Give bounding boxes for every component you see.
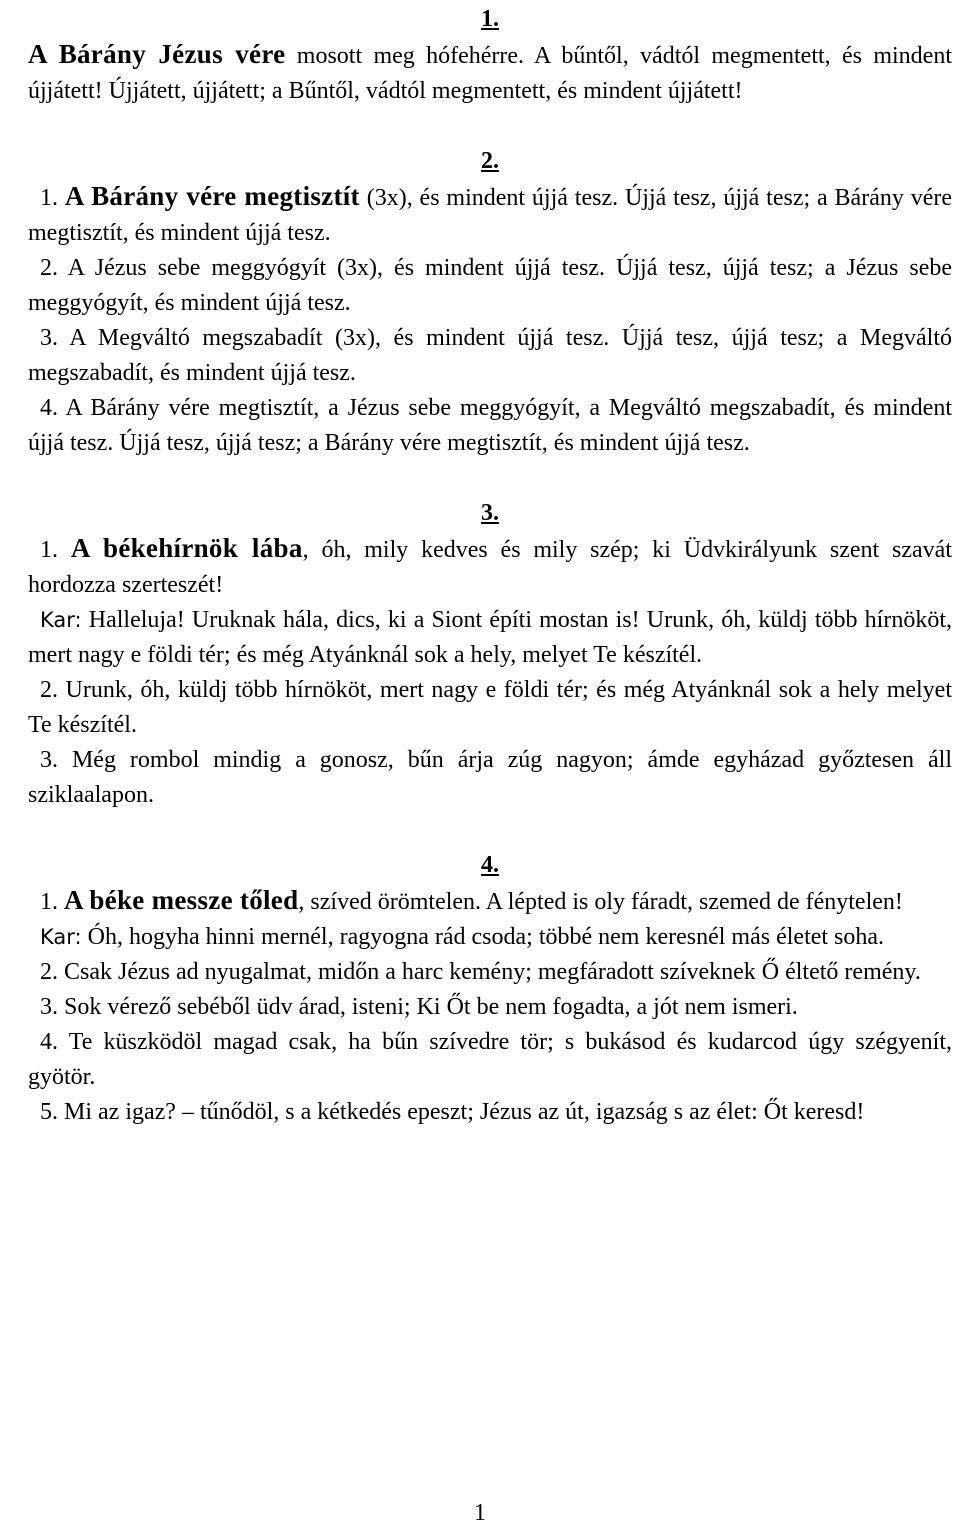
verse-text: Mi az igaz? – tűnődöl, s a kétkedés epeszt; Jézus az út, igazság s az élet: Őt keresd! xyxy=(64,1099,865,1125)
verse xyxy=(28,1095,952,1130)
chorus-label: Kar: xyxy=(40,608,82,632)
verse-number: 2. xyxy=(40,677,66,703)
verse xyxy=(28,251,952,321)
verse-text: mosott meg hófehérre. A bűntől, vádtól megmentett, és mindent újjátett! Újjátett, újjátett; a Bűntől, vádtól megmentett, és mindent újjátett! xyxy=(28,43,952,104)
verse-number: 3. xyxy=(40,747,72,773)
verse-text: , szíved örömtelen. A lépted is oly fáradt, szemed de fénytelen! xyxy=(298,889,903,915)
verse xyxy=(28,990,952,1025)
chorus-text: Halleluja! Uruknak hála, dics, ki a Siont építi mostan is! Urunk, óh, küldj több hírnököt, mert nagy e földi tér; és még Atyánknál sok a hely, melyet Te készítél. xyxy=(28,607,952,668)
chorus xyxy=(28,603,952,673)
chorus xyxy=(28,920,952,955)
verse-text: (3x), és mindent újjá tesz. Újjá tesz, újjá tesz; a Bárány vére megtisztít, és mindent újjá tesz. xyxy=(28,185,953,246)
verse-text: Még rombol mindig a gonosz, bűn árja zúg nagyon; ámde egyházad győztesen áll sziklaalapon. xyxy=(28,747,952,808)
song-section xyxy=(28,848,952,1130)
verse-bold-incipit: A Bárány Jézus vére xyxy=(28,39,286,69)
page-number: 1 xyxy=(474,1500,486,1526)
verse-text: , óh, mily kedves és mily szép; ki Üdvkirályunk szent szavát hordozza szerteszét! xyxy=(28,537,953,598)
verse-text: Sok vérező sebéből üdv árad, isteni; Ki Őt be nem fogadta, a jót nem ismeri. xyxy=(64,994,798,1020)
verse-text: A Jézus sebe meggyógyít (3x), és mindent újjá tesz. Újjá tesz, újjá tesz; a Jézus sebe meggyógyít, és mindent újjá tesz. xyxy=(28,255,953,316)
verse-text: Urunk, óh, küldj több hírnököt, mert nagy e földi tér; és még Atyánknál sok a hely melyet Te készítél. xyxy=(28,677,952,738)
song-section xyxy=(28,496,952,813)
verse-text: A Megváltó megszabadít (3x), és mindent újjá tesz. Újjá tesz, újjá tesz; a Megváltó megszabadít, és mindent újjá tesz. xyxy=(28,325,952,386)
verse-bold-incipit: A Bárány vére megtisztít xyxy=(64,181,360,211)
verse-number: 3. xyxy=(40,994,64,1020)
verse xyxy=(28,673,952,743)
verse xyxy=(28,955,952,990)
section-title: 1. xyxy=(481,6,499,32)
verse-number: 1. xyxy=(40,185,65,211)
verse-number: 3. xyxy=(40,325,70,351)
verse-bold-incipit: A béke messze tőled xyxy=(64,885,299,915)
song-text xyxy=(28,2,952,1130)
verse-number: 2. xyxy=(40,255,68,281)
verse xyxy=(28,321,952,391)
chorus-text: Óh, hogyha hinni mernél, ragyogna rád csoda; többé nem keresnél más életet soha. xyxy=(81,924,885,950)
verse xyxy=(28,531,952,603)
verse-number: 2. xyxy=(40,959,64,985)
verse-number: 1. xyxy=(40,889,64,915)
verse-text: A Bárány vére megtisztít, a Jézus sebe meggyógyít, a Megváltó megszabadít, és mindent újjá tesz. Újjá tesz, újjá tesz; a Bárány vére megtisztít, és mindent újjá tesz. xyxy=(28,395,952,456)
verse xyxy=(28,743,952,813)
section-title: 2. xyxy=(481,148,499,174)
verse xyxy=(28,883,952,920)
verse xyxy=(28,179,952,251)
verse xyxy=(28,391,952,461)
verse-text: Csak Jézus ad nyugalmat, midőn a harc kemény; megfáradott szíveknek Ő éltető remény. xyxy=(64,959,921,985)
chorus-label: Kar: xyxy=(40,925,82,949)
verse-bold-incipit: A békehírnök lába xyxy=(70,533,303,563)
verse-number: 5. xyxy=(40,1099,64,1125)
section-title: 3. xyxy=(481,500,499,526)
verse-number: 1. xyxy=(40,537,71,563)
verse-number: 4. xyxy=(40,395,66,421)
verse xyxy=(28,1025,952,1095)
verse xyxy=(28,37,952,109)
verse-number: 4. xyxy=(40,1029,69,1055)
song-section xyxy=(28,2,952,109)
section-title: 4. xyxy=(481,852,499,878)
verse-text: Te küszködöl magad csak, ha bűn szívedre tör; s bukásod és kudarcod úgy szégyenít, gyötör. xyxy=(28,1029,952,1090)
song-section xyxy=(28,144,952,461)
